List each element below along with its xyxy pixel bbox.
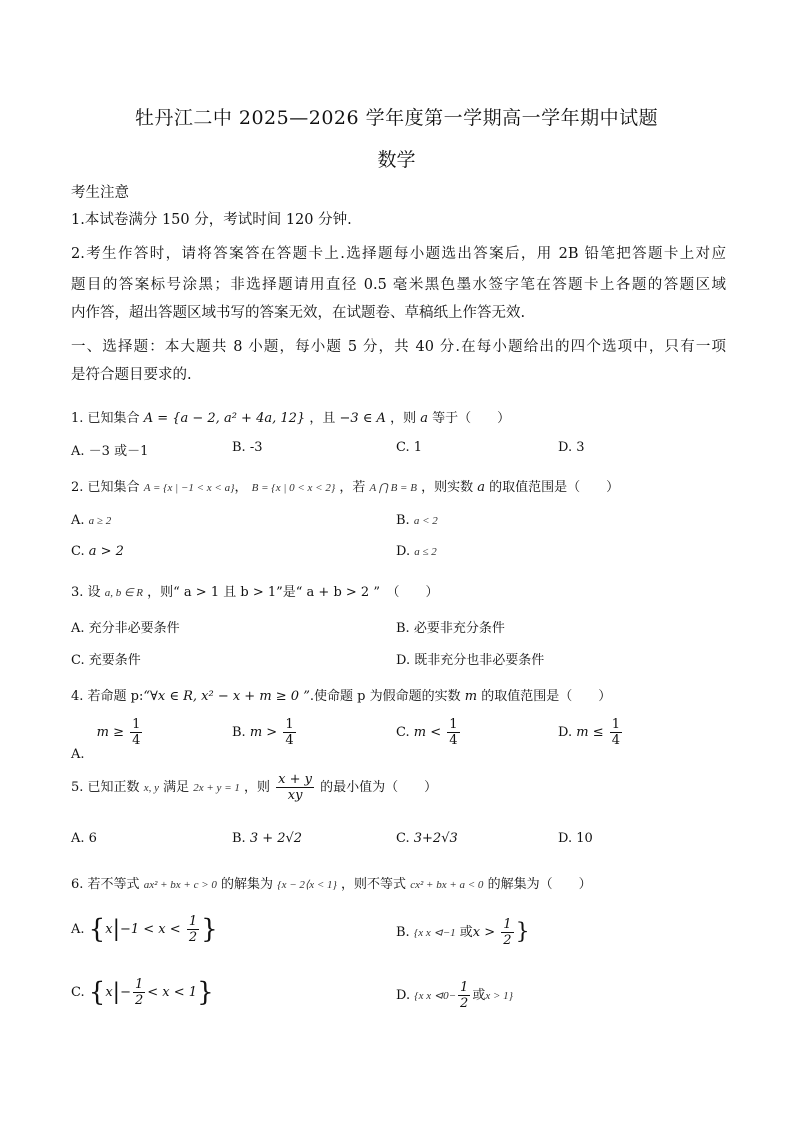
set-prefix: {x x ⊲0− (414, 990, 457, 1002)
q4-stem-prefix: 4. 若命题 p: (71, 689, 144, 704)
q5-option-a[interactable] (71, 831, 97, 846)
denominator: xy (287, 788, 303, 803)
section-1-instructions-line-1: 一、选择题：本大题共 8 小题，每小题 5 分，共 40 分.在每小题给出的四个选项中，只有一项 (71, 339, 726, 355)
set-relation: x > (472, 925, 496, 940)
q3-option-d[interactable] (396, 649, 544, 668)
q5-option-d[interactable] (558, 831, 593, 846)
option-label: C. (71, 985, 85, 1000)
option-label: B. (232, 831, 246, 846)
option-label: D. (396, 544, 411, 559)
or-word: 或 (459, 925, 473, 940)
vertical-bar-icon: | (112, 916, 120, 942)
option-fraction (283, 718, 295, 747)
denominator: 4 (611, 733, 621, 748)
notice-item-1: 1.本试卷满分 150 分，考试时间 120 分钟. (71, 212, 352, 228)
question-3-stem (71, 581, 438, 600)
right-brace-icon: } (197, 977, 214, 1008)
q1-option-a[interactable] (71, 440, 148, 459)
numerator: 1 (503, 917, 512, 932)
q1-stem-mid: ，且 (309, 411, 336, 426)
q6-option-c[interactable] (71, 978, 214, 1007)
q5-fraction (276, 773, 314, 802)
option-label: A. (71, 922, 85, 937)
q2-option-b[interactable] (396, 513, 438, 528)
q5-stem-mid2: ，则 (244, 780, 271, 795)
question-2-stem (71, 476, 619, 495)
option-label: A. (71, 444, 85, 459)
q4-option-a[interactable] (71, 717, 144, 762)
q6-option-b[interactable] (396, 918, 530, 947)
numerator: 1 (285, 717, 294, 732)
option-label: C. (396, 440, 410, 455)
option-label: D. (396, 988, 411, 1003)
q6-inequality-1: ax² + bx + c > 0 (143, 879, 217, 891)
option-label: D. (396, 653, 411, 668)
denominator: 4 (132, 733, 141, 748)
denominator: 4 (285, 733, 294, 748)
set-suffix: x > 1} (485, 990, 514, 1002)
option-text: a > 2 (88, 544, 124, 559)
option-text: -3 (249, 440, 263, 455)
option-text: 充要条件 (88, 653, 141, 668)
q2-condition: A ⋂ B = B (369, 482, 417, 494)
denominator: 2 (503, 933, 512, 948)
q6-stem-suffix: 的解集为（ ） (487, 877, 592, 892)
option-relation: m > (249, 725, 278, 740)
option-text: 必要非充分条件 (413, 621, 505, 636)
notice-item-2-line-2: 题目的答案标号涂黑；非选择题请用直径 0.5 毫米黑色墨水签字笔在答题卡上各题的答题区域 (71, 277, 726, 293)
set-condition: −1 < x < (119, 922, 181, 937)
notice-heading: 考生注意 (71, 185, 129, 201)
q4-proposition: “∀x ∈ R, x² − x + m ≥ 0 ” (143, 689, 310, 704)
question-1-stem (71, 407, 510, 426)
option-text: 3 (576, 440, 585, 455)
option-fraction (458, 981, 470, 1010)
right-brace-icon: } (201, 914, 218, 945)
q2-stem-prefix: 2. 已知集合 (71, 480, 140, 495)
option-label: D. (558, 440, 573, 455)
q6-solution-set: {x − 2⟨x < 1} (277, 879, 337, 891)
subject-title: 数学 (377, 149, 416, 171)
q2-stem-mid2: ，则实数 (421, 480, 474, 495)
option-label: C. (396, 725, 410, 740)
q5-stem-mid: 满足 (163, 780, 190, 795)
q4-stem-mid: .使命题 p 为假命题的实数 (309, 689, 461, 704)
section-1-instructions-line-2: 是符合题目要求的. (71, 367, 192, 383)
notice-item-2-line-1: 2.考生作答时，请将答案答在答题卡上.选择题每小题选出答案后，用 2B 铅笔把答题卡上对应 (71, 246, 726, 262)
q1-variable: a (420, 411, 428, 426)
numerator: 1 (134, 977, 144, 992)
q1-option-b[interactable] (232, 440, 263, 455)
option-text: a ≤ 2 (414, 546, 437, 558)
option-text: 6 (88, 831, 97, 846)
q2-stem-suffix: 的取值范围是（ ） (489, 480, 620, 495)
q5-stem-prefix: 5. 已知正数 (71, 780, 140, 795)
q5-stem-suffix: 的最小值为（ ） (320, 780, 438, 795)
option-label: C. (71, 653, 85, 668)
q4-option-d[interactable] (558, 718, 624, 747)
denominator: 2 (460, 996, 469, 1011)
q6-option-a[interactable] (71, 915, 218, 944)
right-brace-icon: } (515, 919, 530, 945)
q3-option-a[interactable] (71, 617, 180, 636)
option-fraction (501, 918, 513, 947)
numerator: 1 (611, 717, 621, 732)
question-4-stem (71, 685, 611, 704)
q4-option-b[interactable] (232, 718, 298, 747)
option-relation: m < (413, 725, 442, 740)
exam-title: 牡丹江二中 2025—2026 学年度第一学期高一学年期中试题 (134, 107, 659, 129)
q6-stem-prefix: 6. 若不等式 (71, 877, 140, 892)
q6-stem-mid: 的解集为 (221, 877, 274, 892)
q4-variable: m (464, 689, 478, 704)
q4-stem-suffix: 的取值范围是（ ） (481, 689, 612, 704)
option-label: C. (71, 544, 85, 559)
q3-variables: a, b ∈ R (104, 587, 143, 599)
q1-option-d[interactable] (558, 440, 585, 455)
minus-sign: − (120, 985, 131, 1000)
denominator: 4 (449, 733, 458, 748)
q3-option-b[interactable] (396, 617, 505, 636)
numerator: 1 (188, 914, 198, 929)
notice-item-2-line-3: 内作答，超出答题区域书写的答案无效，在试题卷、草稿纸上作答无效. (71, 305, 526, 321)
q6-inequality-2: cx² + bx + a < 0 (410, 879, 484, 891)
q1-option-c[interactable] (396, 440, 422, 455)
q6-stem-mid2: ，则不等式 (341, 877, 407, 892)
option-label: A. (71, 831, 85, 846)
q1-stem-mid2: ，则 (390, 411, 417, 426)
option-fraction (133, 978, 145, 1007)
q1-condition: −3 ∈ A (339, 411, 386, 426)
vertical-bar-icon: | (112, 979, 121, 1005)
q2-separator: ， (234, 480, 248, 495)
q1-set-expression: A = {a − 2, a² + 4a, 12} (143, 411, 306, 426)
option-label: A. (71, 747, 85, 762)
q5-condition: 2x + y = 1 (193, 782, 240, 794)
option-text: 10 (576, 831, 593, 846)
option-text: 3+2√3 (413, 831, 458, 846)
option-fraction (130, 718, 142, 747)
q5-variables: x, y (143, 782, 159, 794)
option-label: C. (396, 831, 410, 846)
option-relation: m ≥ (96, 725, 125, 740)
numerator: 1 (460, 980, 469, 995)
option-fraction (187, 915, 199, 944)
option-relation: m ≤ (576, 725, 604, 740)
option-label: B. (396, 925, 410, 940)
left-brace-icon: { (88, 977, 106, 1008)
q1-stem-suffix: 等于（ ） (432, 411, 511, 426)
q3-stem-prefix: 3. 设 (71, 585, 101, 600)
numerator: 1 (132, 717, 141, 732)
option-text: a < 2 (413, 515, 438, 527)
set-var: x (105, 922, 113, 937)
q6-option-d[interactable] (396, 981, 513, 1010)
option-label: D. (558, 831, 573, 846)
denominator: 2 (188, 930, 198, 945)
option-label: D. (558, 725, 573, 740)
question-5-stem (71, 773, 437, 802)
q2-option-c[interactable] (71, 544, 124, 559)
q5-option-c[interactable] (396, 831, 458, 846)
or-word: 或 (472, 988, 486, 1003)
q2-variable: a (477, 480, 485, 495)
option-text: 既非充分也非必要条件 (414, 653, 545, 668)
option-label: A. (71, 621, 85, 636)
numerator: x + y (278, 772, 313, 787)
option-fraction (447, 718, 459, 747)
option-label: B. (396, 621, 410, 636)
numerator: 1 (449, 717, 458, 732)
denominator: 2 (134, 993, 144, 1008)
option-text: 3 + 2√2 (249, 831, 303, 846)
q2-stem-mid: ，若 (339, 480, 366, 495)
q2-set-a: A = {x | −1 < x < a} (143, 482, 235, 494)
q4-option-c[interactable] (396, 718, 462, 747)
q2-option-d[interactable] (396, 544, 437, 559)
q3-option-c[interactable] (71, 649, 141, 668)
set-prefix: {x x ⊲−1 (413, 927, 456, 939)
option-label: B. (396, 513, 410, 528)
q3-stem-suffix: ，则“ a > 1 且 b > 1”是“ a + b > 2 ” （ ） (147, 585, 439, 600)
option-fraction (610, 718, 622, 747)
q2-option-a[interactable] (71, 513, 111, 528)
set-var: x (105, 985, 113, 1000)
question-6-stem (71, 873, 592, 892)
option-text: 充分非必要条件 (88, 621, 180, 636)
q2-set-b: B = {x | 0 < x < 2} (251, 482, 336, 494)
option-label: B. (232, 440, 246, 455)
option-text: 1 (413, 440, 423, 455)
option-text: －3 或－1 (88, 444, 149, 459)
set-condition: < x < 1 (147, 985, 198, 1000)
option-text: a ≥ 2 (88, 515, 112, 527)
option-label: B. (232, 725, 246, 740)
left-brace-icon: { (88, 914, 106, 945)
option-label: A. (71, 513, 85, 528)
q5-option-b[interactable] (232, 831, 302, 846)
q1-stem-prefix: 1. 已知集合 (71, 411, 140, 426)
